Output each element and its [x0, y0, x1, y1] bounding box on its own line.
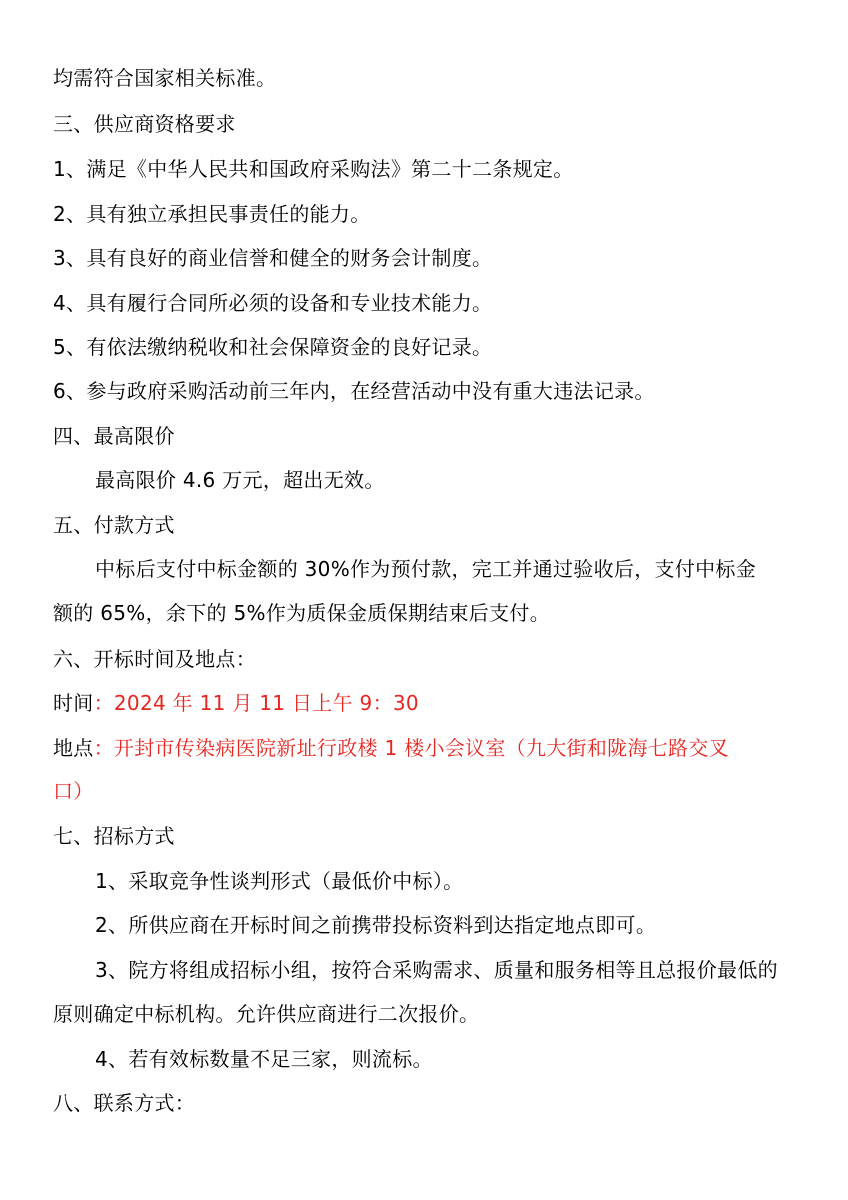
paragraph-line: 额的 65%，余下的 5%作为质保金质保期结束后支付。: [53, 601, 550, 625]
list-item: 5、有依法缴纳税收和社会保障资金的良好记录。: [53, 335, 493, 359]
bid-location-line: [53, 734, 803, 762]
bid-time-line: [53, 689, 803, 717]
bid-time-value: ：2024 年 11 月 11 日上午 9：30: [93, 691, 419, 715]
section-heading: 三、供应商资格要求: [53, 112, 236, 136]
list-item: 4、具有履行合同所必须的设备和专业技术能力。: [53, 291, 493, 315]
section-heading: 七、招标方式: [53, 824, 175, 848]
list-item: 1、满足《中华人民共和国政府采购法》第二十二条规定。: [53, 157, 574, 181]
bid-location-continuation: 口）: [53, 779, 94, 803]
section-heading: 六、开标时间及地点：: [53, 647, 256, 671]
list-item: 2、所供应商在开标时间之前携带投标资料到达指定地点即可。: [95, 913, 657, 937]
list-item: 3、院方将组成招标小组，按符合采购需求、质量和服务相等且总报价最低的: [95, 958, 778, 982]
list-item: 6、参与政府采购活动前三年内，在经营活动中没有重大违法记录。: [53, 379, 655, 403]
list-item: 4、若有效标数量不足三家，则流标。: [95, 1047, 433, 1071]
paragraph-line: 最高限价 4.6 万元，超出无效。: [95, 468, 385, 492]
section-heading: 五、付款方式: [53, 513, 175, 537]
text-line: 均需符合国家相关标准。: [53, 66, 277, 90]
list-item: 1、采取竞争性谈判形式（最低价中标）。: [95, 869, 464, 893]
section-heading: 八、联系方式：: [53, 1091, 196, 1115]
paragraph-line: 中标后支付中标金额的 30%作为预付款，完工并通过验收后，支付中标金: [95, 557, 757, 581]
list-item: 3、具有良好的商业信誉和健全的财务会计制度。: [53, 246, 493, 270]
section-heading: 四、最高限价: [53, 424, 175, 448]
list-item: 2、具有独立承担民事责任的能力。: [53, 202, 371, 226]
bid-time-label: 时间: [53, 691, 94, 715]
bid-location-value: ：开封市传染病医院新址行政楼 1 楼小会议室（九大街和陇海七路交叉: [93, 736, 729, 760]
bid-location-label: 地点: [53, 736, 94, 760]
paragraph-line: 原则确定中标机构。允许供应商进行二次报价。: [53, 1002, 480, 1026]
